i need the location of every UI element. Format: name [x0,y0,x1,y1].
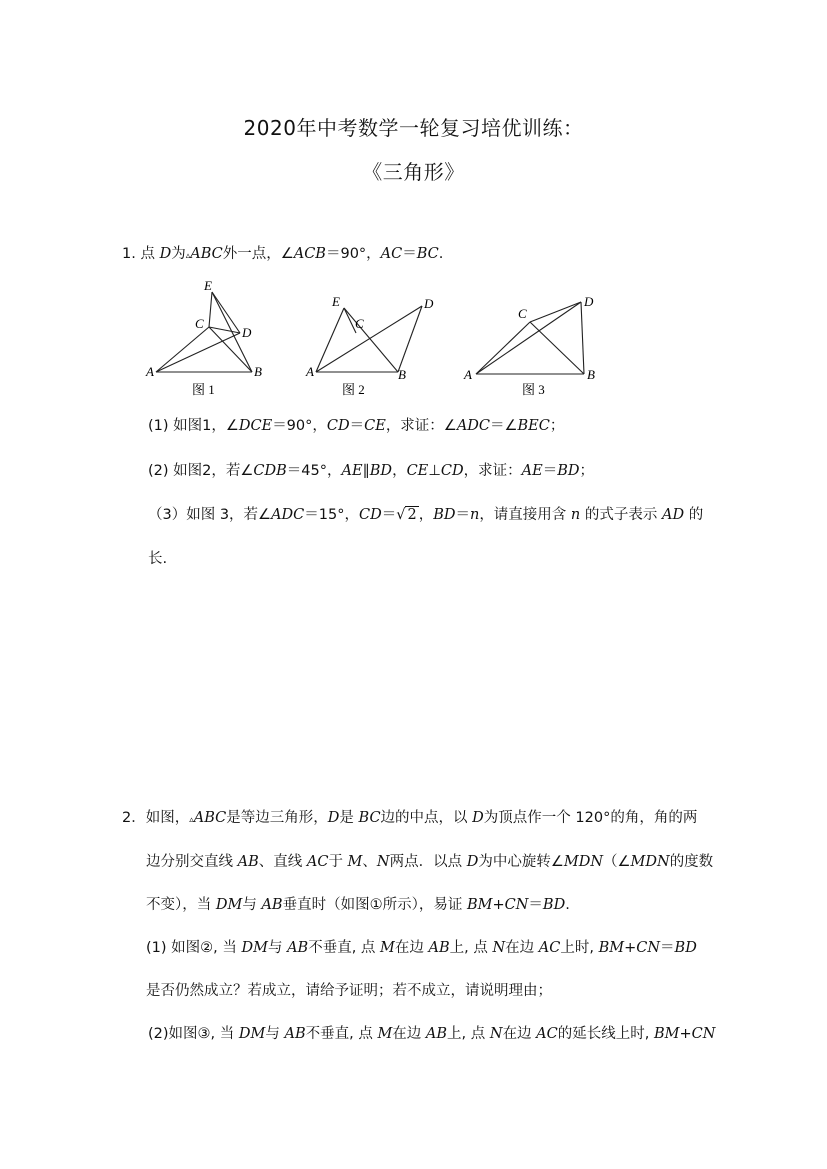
math-variable: n [570,507,581,523]
text-run: ＝ [349,418,365,434]
text-run: ⊥ [428,463,441,479]
page-title: 2020年中考数学一轮复习培优训练： [243,116,584,140]
q2-part-1-continued: 是否仍然成立？若成立，请给予证明；若不成立，请说明理由； [146,983,552,999]
math-variable: BD [674,940,697,956]
fig1-label-c: C [195,316,204,331]
text-run: ＝45°， [286,463,342,479]
math-variable: AB [287,940,309,956]
fig2-label-e: E [332,294,340,309]
fig2-segment-ad [316,306,422,372]
text-run: (2) 如图2，若∠ [148,463,254,479]
q2-part-2 [148,1024,715,1044]
fig2-label-d: D [424,296,434,311]
figure-2 [300,290,450,404]
text-run: （3）如图 3，若∠ [148,507,272,523]
fig2-segment-ae [316,308,344,372]
text-run: ＝ [660,940,675,956]
text-run: 上时, [560,940,599,956]
sqrt-symbol: √ [396,507,406,523]
math-variable: M [347,854,363,870]
fig3-segment-ac [476,322,530,374]
text-run: ∥ [362,463,370,479]
text-run: . [438,246,444,262]
math-variable: N [492,940,506,956]
text-run: + [624,940,637,956]
text-run: ， [392,463,407,479]
math-variable: DM [238,1026,266,1042]
math-variable: CDB [253,463,287,479]
text-run: ，求证： [463,463,522,479]
math-variable: BM [598,940,625,956]
text-run: 为顶点作一个 120°的角，角的两 [483,810,698,826]
math-variable: AB [237,854,259,870]
text-run: ＝15°， [304,507,359,523]
fig3-label-d: D [584,294,594,309]
fig2-label-c: C [355,316,364,331]
fig2-caption: 图 2 [342,382,365,397]
q1-part-3-pre [148,507,396,523]
text-run: ＝ [402,246,417,262]
q1-stem [122,244,443,266]
triangle-symbol: ▵ [189,815,194,825]
text-run: 、直线 [258,854,307,870]
text-run: 上, 点 [449,940,493,956]
text-run: (2)如图③, 当 [148,1026,239,1042]
q1-part-1 [148,416,564,436]
text-run: ＝ [381,507,397,523]
text-run: 不垂直, 点 [305,1026,378,1042]
text-run: 的度数 [669,854,714,870]
text-run: 上, 点 [447,1026,490,1042]
text-run: 在边 [394,940,429,956]
math-variable: CD [358,507,382,523]
math-variable: BD [542,897,566,913]
text-run: 两点．以点 [389,854,467,870]
math-variable: ADC [456,418,491,434]
q1-part-3 [148,505,703,525]
math-variable: ACB [293,246,326,262]
text-run: 为中心旋转∠ [478,854,564,870]
math-variable: AC [536,1026,558,1042]
math-variable: AC [538,940,561,956]
q2-line-1 [122,808,697,830]
text-run: ； [579,463,594,479]
text-run: 与 [265,1026,285,1042]
q2-part-1 [146,938,697,958]
text-run: 、 [362,854,377,870]
text-run: 2．如图， [122,810,190,826]
page-subtitle: 《三角形》 [362,160,465,184]
fig2-label-a: A [306,364,314,379]
text-run: 垂直时（如图①所示），易证 [282,897,467,913]
fig3-segment-cb [530,322,584,374]
text-run: (1) 如图②, 当 [146,940,242,956]
math-variable: CE [364,418,386,434]
fig1-label-b: B [254,364,262,379]
math-variable: AB [428,940,450,956]
math-variable: D [472,810,484,826]
text-run: 与 [267,940,288,956]
math-variable: AE [341,463,363,479]
text-run: 不变），当 [146,897,216,913]
math-variable: MDN [630,854,670,870]
math-variable: CN [691,1026,716,1042]
fig1-segment-ac [156,327,209,372]
math-variable: M [380,940,395,956]
text-run: ＝ [455,507,470,523]
math-variable: DCE [238,418,273,434]
text-run: 的延长线上时, [557,1026,654,1042]
math-variable: MDN [563,854,604,870]
text-run: ＝ [528,897,543,913]
math-variable: BM [653,1026,680,1042]
math-variable: DM [241,940,268,956]
figure-3 [460,290,610,404]
fig3-segment-db [581,302,584,374]
math-variable: D [466,854,479,870]
fig2-segment-eb [344,308,398,372]
q1-part-3-post [419,507,704,523]
math-variable: CE [406,463,429,479]
math-variable: BD [557,463,580,479]
fig1-segment-ad [156,333,240,372]
text-run: + [492,897,505,913]
math-variable: D [327,810,340,826]
text-run: (1) 如图1，∠ [148,418,239,434]
text-run: 的 [684,507,704,523]
fig2-label-b: B [398,367,406,382]
text-run: . [565,897,570,913]
text-run: ＝ [542,463,558,479]
math-variable: AE [521,463,543,479]
text-run: 是等边三角形， [226,810,328,826]
text-run: + [679,1026,692,1042]
math-variable: CD [326,418,350,434]
figure-1 [140,276,270,404]
math-variable: ABC [190,246,223,262]
fig1-label-e: E [204,278,212,293]
math-variable: CN [504,897,529,913]
math-variable: CN [636,940,661,956]
text-run: ， [418,507,434,523]
math-variable: BC [416,246,439,262]
q2-line-2 [146,852,713,872]
text-run: ，求证：∠ [385,418,457,434]
math-variable: AC [306,854,329,870]
math-variable: ABC [193,810,227,826]
text-run: 在边 [505,940,539,956]
q1-stem-text [140,246,443,262]
text-run: 边的中点，以 [380,810,473,826]
fig2-segment-bd [398,306,422,372]
math-variable: ADC [271,507,305,523]
text-run: 点 [140,246,160,262]
text-run: 为 [171,246,186,262]
fig3-segment-ad [476,302,581,374]
triangle-symbol: ▵ [185,251,191,261]
math-variable: BD [433,507,456,523]
text-run: 边分别交直线 [146,854,238,870]
q1-number: 1. [122,246,136,262]
q1-part-2 [148,461,594,481]
fig1-caption: 图 1 [192,382,215,397]
math-variable: BEC [517,418,550,434]
fig1-segment-ce [209,292,212,327]
math-variable: DM [215,897,243,913]
sqrt-radicand: 2 [407,507,417,523]
text-run: 在边 [392,1026,426,1042]
math-variable: M [377,1026,393,1042]
math-variable: AC [380,246,403,262]
q2-line-3 [146,895,570,915]
fig3-label-b: B [587,367,595,382]
math-variable: BC [358,810,381,826]
text-run: ＝90°， [325,246,381,262]
fig3-caption: 图 3 [522,382,545,397]
text-run: ＝90°， [272,418,327,434]
text-run: 是 [339,810,359,826]
q1-part-3-continued: 长. [148,551,168,567]
text-run: 与 [242,897,262,913]
text-run: 于 [328,854,348,870]
math-variable: BD [369,463,393,479]
fig1-label-a: A [146,364,154,379]
text-run: 外一点，∠ [222,246,294,262]
text-run: 在边 [502,1026,537,1042]
fig1-segment-ed [212,292,240,333]
math-variable: AB [284,1026,306,1042]
sqrt-expression [396,505,418,525]
fig3-label-a: A [464,367,472,382]
text-run: ＝∠ [490,418,518,434]
math-variable: D [159,246,172,262]
text-run: ，请直接用含 [479,507,571,523]
math-variable: N [376,854,390,870]
text-run: ； [549,418,565,434]
math-variable: AD [661,507,685,523]
math-variable: BM [466,897,493,913]
fig1-label-d: D [242,325,252,340]
math-variable: AB [261,897,283,913]
math-variable: AB [425,1026,448,1042]
math-variable: n [469,507,480,523]
text-run: 不垂直, 点 [308,940,381,956]
text-run: 的式子表示 [580,507,662,523]
fig3-label-c: C [518,306,527,321]
math-variable: CD [440,463,464,479]
text-run: （∠ [603,854,631,870]
math-variable: N [489,1026,503,1042]
